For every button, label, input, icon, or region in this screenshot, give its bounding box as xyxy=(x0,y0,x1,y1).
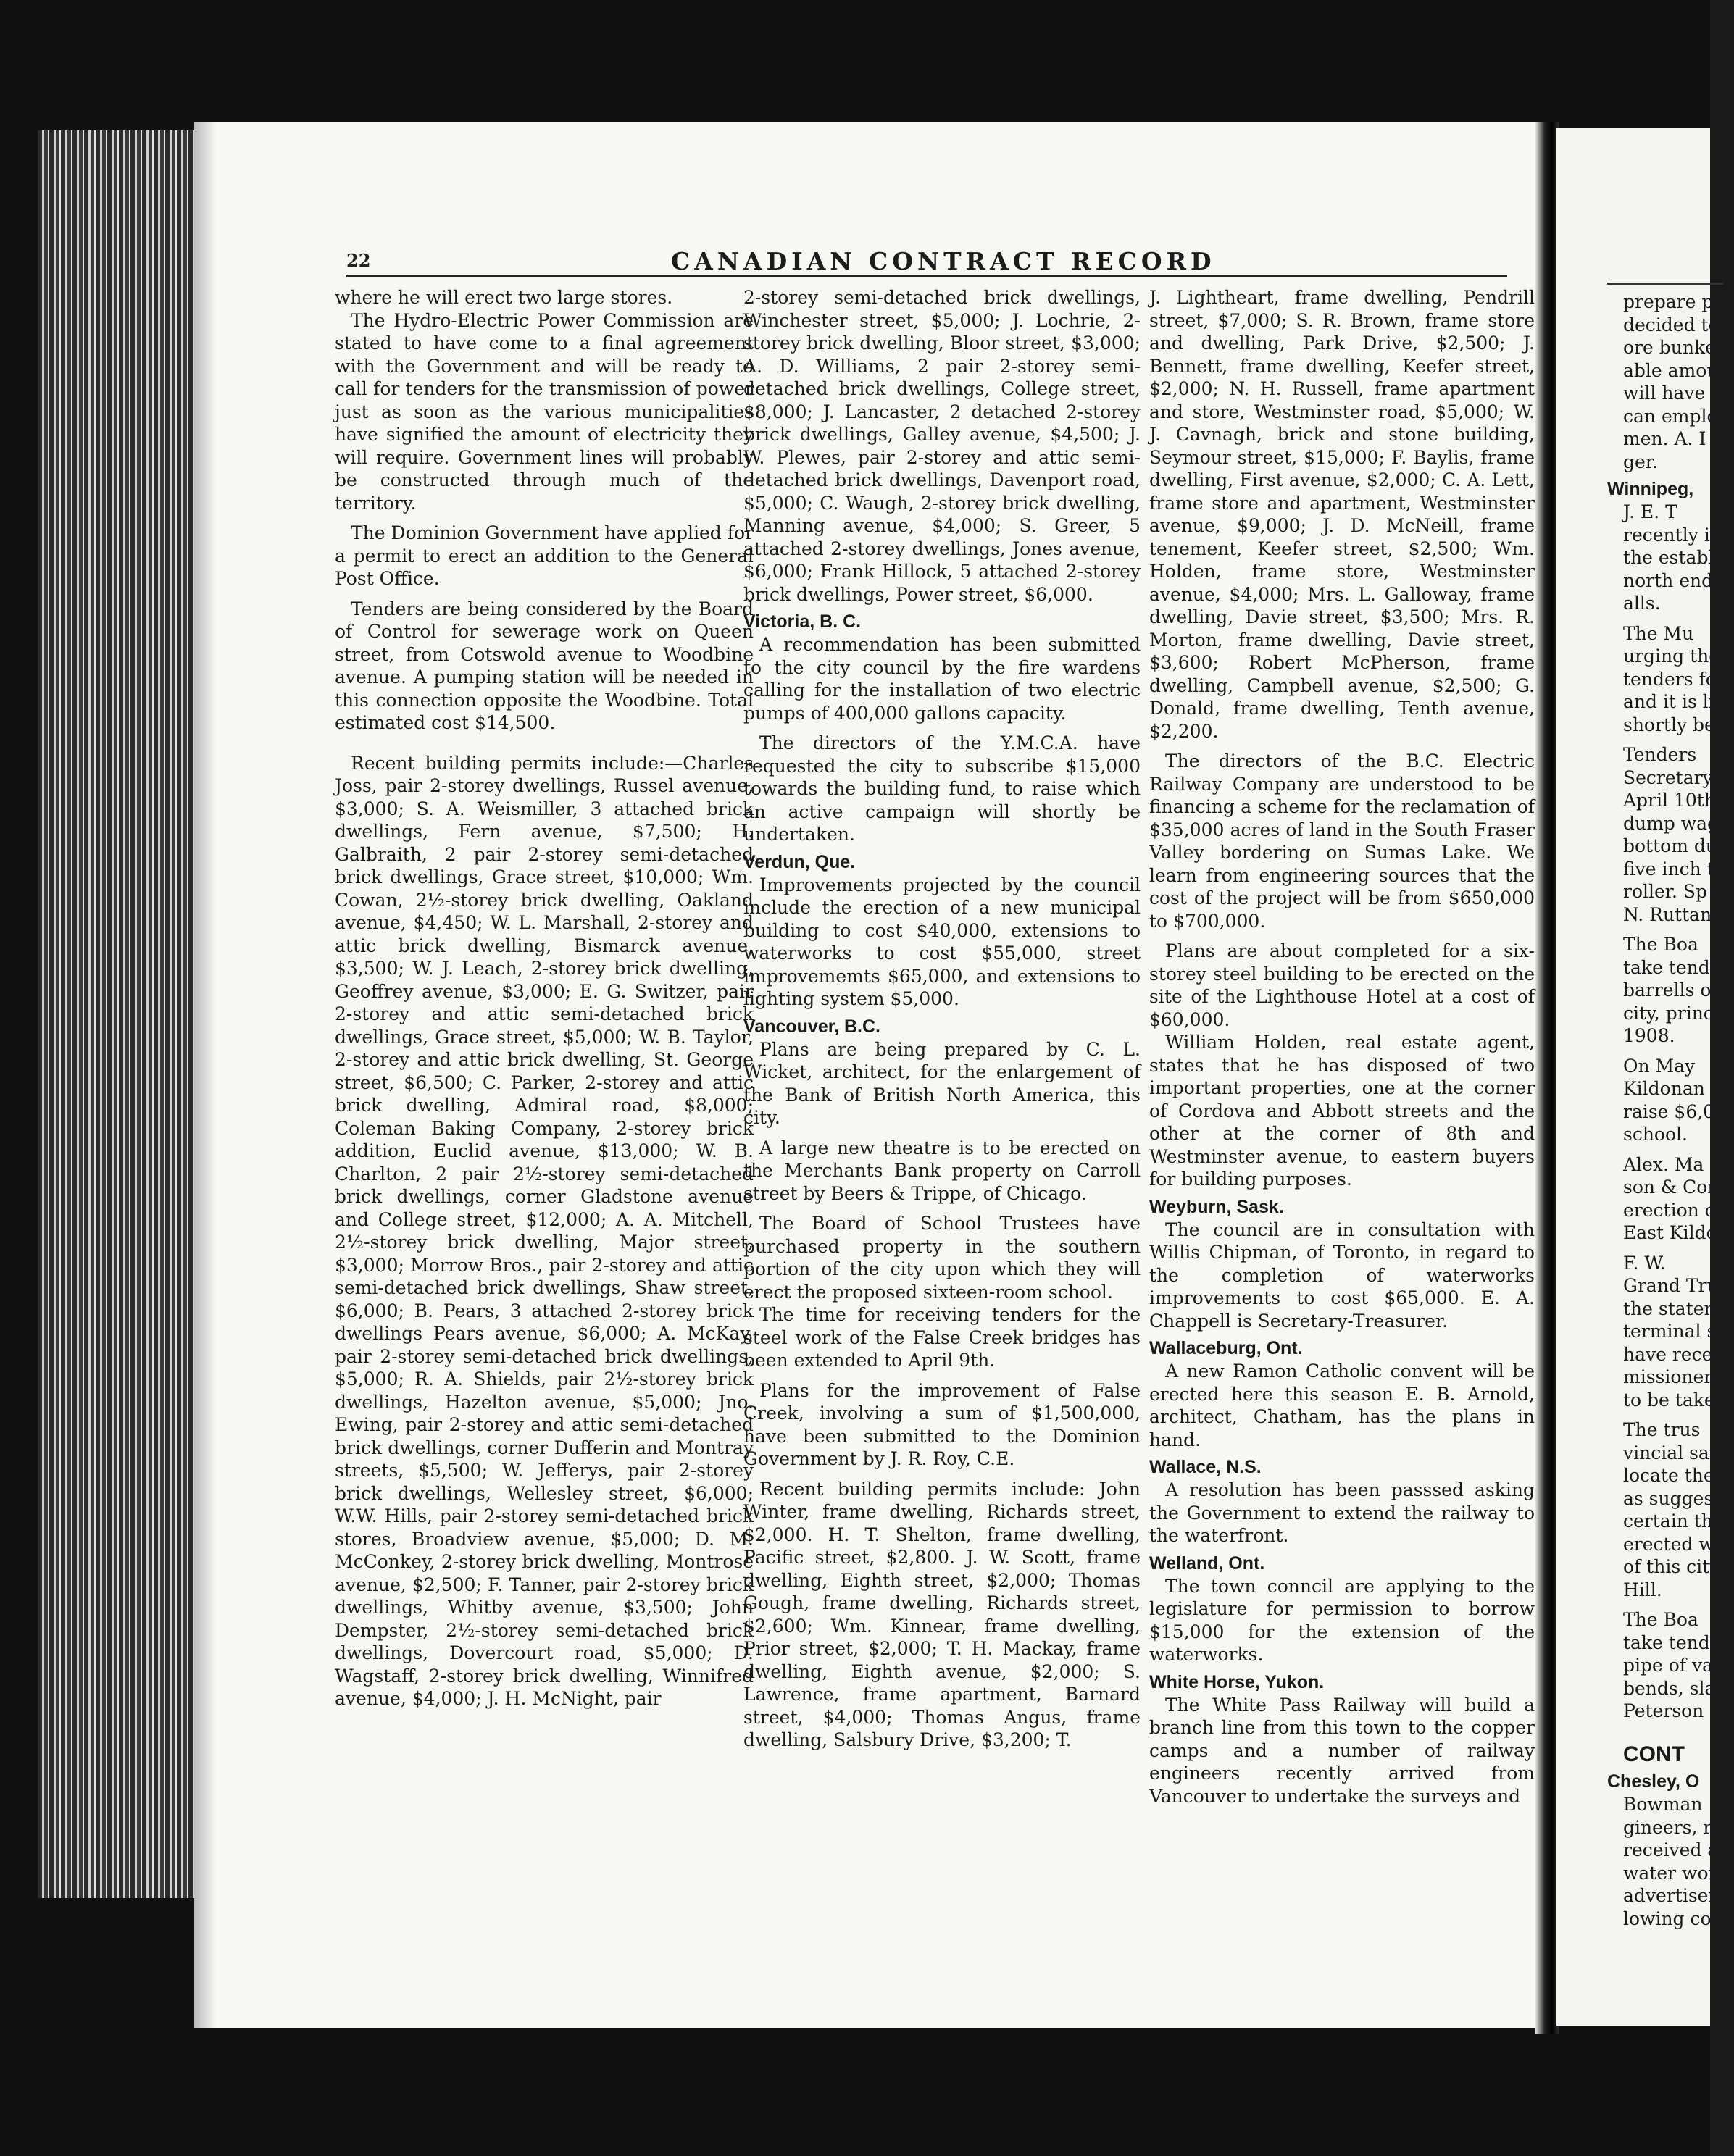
line: vincial sani xyxy=(1623,1442,1727,1463)
section-heading-verdun: Verdun, Que. xyxy=(743,851,856,872)
line: Tenders xyxy=(1623,744,1697,765)
line: erection of xyxy=(1623,1199,1722,1221)
line: F. W. xyxy=(1623,1252,1666,1274)
line: Grand Tru xyxy=(1623,1275,1719,1296)
line: erected wit xyxy=(1623,1533,1727,1555)
paragraph: The Dominion Government have applied for a permit to erect an addition to the General Post Office. xyxy=(335,522,754,589)
section-heading-wallaceburg: Wallaceburg, Ont. xyxy=(1149,1338,1303,1358)
section-heading-white-horse: White Horse, Yukon. xyxy=(1149,1671,1325,1692)
section-heading-contracts: CONT xyxy=(1623,1742,1685,1766)
paragraph: Recent building permits include:—Charles Joss, pair 2-storey dwellings, Russel avenue, $3,000; S. A. Weismiller, 3 attached brick dwellings, Fern avenue, $7,500; H. Galbraith, 2 pair 2-storey semi-detached brick dwellings, Grace street, $10,000; Wm. Cowan, 2½-storey brick dwelling, Oakland avenue, $4,450; W. L. Marshall, 2-storey and attic brick dwelling, Bismarck avenue, $3,500; W. J. Leach, 2-storey brick dwelling, Geoffrey avenue, $3,000; E. G. Switzer, pair 2-storey and attic semi-detached brick dwellings, Grace street, $5,000; W. B. Taylor, 2-storey and attic brick dwelling, St. George street, $6,500; C. Parker, 2-storey and attic brick dwelling, Admiral road, $8,000; Coleman Baking Company, 2-storey brick addition, Euclid avenue, $13,000; W. B. Charlton, 2 pair 2½-storey semi-detached brick dwellings, corner Gladstone avenue and College street, $12,000; A. A. Mitchell, 2½-storey brick dwelling, Major street, $3,000; Morrow Bros., pair 2-storey and attic semi-detached brick dwellings, Shaw street, $6,000; B. Pears, 3 attached 2-storey brick dwellings Pears avenue, $6,000; A. McKay, pair 2-storey semi-detached brick dwellings, $5,000; R. A. Shields, pair 2½-storey brick dwellings, Hazelton avenue, $5,000; Jno. Ewing, pair 2-storey and attic semi-detached brick dwellings, corner Dufferin and Montray streets, $5,500; W. Jefferys, pair 2-storey brick dwellings, Wellesley street, $6,000; W.W. Hills, pair 2-storey semi-detached brick stores, Broadview avenue, $5,000; D. M. McConkey, 2-storey brick dwelling, Montrose avenue, $2,500; F. Tanner, pair 2-storey brick dwellings, Whitby avenue, $3,500; John Dempster, 2½-storey semi-detached brick dwellings, Dovercourt road, $5,000; D. Wagstaff, 2-storey brick dwelling, Winnifred avenue, $4,000; J. H. McNight, pair xyxy=(335,752,754,1709)
line: the stateme xyxy=(1623,1298,1733,1319)
paragraph: The town conncil are applying to the legislature for permission to borrow $15,000 for the extension of the waterworks. xyxy=(1149,1575,1535,1665)
book-gutter xyxy=(1535,122,1559,2034)
section-heading-welland: Welland, Ont. xyxy=(1149,1553,1265,1574)
book-page-edges xyxy=(38,130,204,1898)
line: received a xyxy=(1623,1839,1719,1860)
line: certain th xyxy=(1623,1511,1713,1532)
line: Alex. Ma xyxy=(1623,1153,1704,1175)
line: pipe of vari xyxy=(1623,1655,1727,1676)
line: recently in xyxy=(1623,524,1722,546)
line: bends, slan xyxy=(1623,1677,1727,1699)
line: can employ xyxy=(1623,405,1728,427)
line: dump wago xyxy=(1623,812,1730,834)
line: Secretary, xyxy=(1623,766,1717,788)
line: prepare pl xyxy=(1623,291,1720,312)
header-rule xyxy=(346,275,1507,277)
section-heading-winnipeg: Winnipeg, xyxy=(1607,479,1694,499)
line: to be taken xyxy=(1623,1389,1727,1411)
page-header xyxy=(346,247,1507,275)
line: as sugges xyxy=(1623,1487,1714,1509)
line: bottom dur xyxy=(1623,835,1726,856)
paragraph: The directors of the Y.M.C.A. have requested the city to subscribe $15,000 towards the building fund, to raise which an active campaign will shortly be undertaken. xyxy=(743,732,1141,845)
line: The Mu xyxy=(1623,622,1694,644)
line: East Kildo xyxy=(1623,1222,1717,1243)
line: terminal st xyxy=(1623,1321,1724,1342)
line: north end f xyxy=(1623,569,1726,591)
line: raise $6,00 xyxy=(1623,1100,1726,1122)
line: missioners xyxy=(1623,1366,1722,1387)
running-head: CANADIAN CONTRACT RECORD xyxy=(671,247,1216,275)
line: able amou xyxy=(1623,359,1719,381)
line: The trus xyxy=(1623,1419,1701,1440)
line: men. A. I xyxy=(1623,428,1706,449)
paragraph: The directors of the B.C. Electric Railway Company are understood to be financing a scheme for the reclamation of $35,000 acres of land in the South Fraser Valley bordering on Sumas Lake. We learn from engineering sources that the cost of the project will be from $650,000 to $700,000. xyxy=(1149,751,1535,932)
line: N. Ruttan, xyxy=(1623,903,1718,925)
line: lowing con xyxy=(1623,1908,1723,1929)
paragraph: Recent building permits include: John Winter, frame dwelling, Richards street, $2,000. H. T. Shelton, frame dwelling, Pacific street, $2,800. J. W. Scott, frame dwelling, Eighth street, $2,000; Thomas Gough, frame dwelling, Richards street, $2,600; Wm. Kinnear, frame dwelling, Prior street, $2,000; T. H. Mackay, frame dwelling, Eighth avenue, $2,000; S. Lawrence, frame apartment, Barnard street, $4,000; Thomas Angus, frame dwelling, Salsbury Drive, $3,200; T. xyxy=(743,1478,1141,1750)
paragraph: A new Ramon Catholic convent will be erected here this season E. B. Arnold, architect, Chatham, has the plans in hand. xyxy=(1149,1361,1535,1450)
paragraph: Improvements projected by the council include the erection of a new municipal building to cost $40,000, extensions to waterworks to cost $55,000, street improvememts $65,000, and extensions to lighting system $5,000. xyxy=(743,874,1141,1009)
page-number: 22 xyxy=(346,250,371,271)
paragraph: The Board of School Trustees have purchased property in the southern portion of the city upon which they will erect the proposed sixteen-room school. xyxy=(743,1213,1141,1303)
column-3 xyxy=(1149,286,1535,1808)
line: have receiv xyxy=(1623,1343,1729,1365)
line: J. E. T xyxy=(1623,501,1677,522)
paragraph: Tenders are being considered by the Board of Control for sewerage work on Queen street, from Cotswold avenue to Woodbine avenue. A pumping station will be needed in this connection opposite the Woodbine. Total estimated cost $14,500. xyxy=(335,598,754,733)
section-heading-chesley: Chesley, O xyxy=(1607,1771,1700,1792)
line: ger. xyxy=(1623,451,1658,472)
line: Hill. xyxy=(1623,1579,1662,1600)
paragraph: 2-storey semi-detached brick dwellings, Winchester street, $5,000; J. Lochrie, 2-storey brick dwelling, Bloor street, $3,000; A. D. Williams, 2 pair 2-storey semi-detached brick dwellings, College street, $8,000; J. Lancaster, 2 detached 2-storey brick dwellings, Galley avenue, $4,500; J. W. Plewes, pair 2-storey and attic semi-detached brick dwellings, Davenport road, $5,000; C. Waugh, 2-storey brick dwelling, Manning avenue, $4,000; S. Greer, 5 attached 2-storey dwellings, Jones avenue, $6,000; Frank Hillock, 5 attached 2-storey brick dwellings, Power street, $6,000. xyxy=(743,287,1141,605)
line: roller. Sp xyxy=(1623,881,1708,902)
line: school. xyxy=(1623,1124,1688,1145)
paragraph: Plans are being prepared by C. L. Wicket, architect, for the enlargement of the Bank of British North America, this city. xyxy=(743,1038,1141,1128)
line: ore bunkers xyxy=(1623,337,1734,358)
line: gineers, re xyxy=(1623,1816,1723,1838)
paragraph: The White Pass Railway will build a branch line from this town to the copper camps and a number of railway engineers recently arrived from Vancouver to undertake the surveys and xyxy=(1149,1694,1535,1807)
line: Bowman xyxy=(1623,1794,1703,1815)
paragraph: A recommendation has been submitted to the city council by the fire wardens calling for the installation of two electric pumps of 400,000 gallons capacity. xyxy=(743,634,1141,724)
paragraph: Plans for the improvement of False Creek, involving a sum of $1,500,000, have been submitted to the Dominion Government by J. R. Roy, C.E. xyxy=(743,1379,1141,1469)
line: will have t xyxy=(1623,383,1719,404)
line: locate thei xyxy=(1623,1465,1720,1486)
line: take tende xyxy=(1623,956,1721,978)
column-2 xyxy=(743,286,1141,1752)
line: water work xyxy=(1623,1862,1728,1884)
line: Peterson is xyxy=(1623,1700,1725,1721)
line: The Boa xyxy=(1623,1609,1698,1630)
line: take tende xyxy=(1623,1631,1721,1653)
line: decided to xyxy=(1623,314,1720,335)
line: The Boa xyxy=(1623,934,1698,955)
header-rule-right xyxy=(1607,283,1723,285)
paragraph: William Holden, real estate agent, states that he has disposed of two important properties, one at the corner of Cordova and Abbott streets and the other at the corner of 8th and Westminster avenue, to eastern buyers for building purposes. xyxy=(1149,1032,1535,1190)
line: On May xyxy=(1623,1055,1696,1077)
line: and it is lik xyxy=(1623,691,1725,712)
section-heading-victoria: Victoria, B. C. xyxy=(743,611,862,632)
line: advertisem xyxy=(1623,1885,1726,1906)
line: tenders for xyxy=(1623,668,1725,690)
paragraph: The time for receiving tenders for the steel work of the False Creek bridges has been extended to April 9th. xyxy=(743,1304,1141,1371)
column-1 xyxy=(335,286,754,1710)
paragraph: A resolution has been passsed asking the Government to extend the railway to the waterfront. xyxy=(1149,1479,1535,1546)
line: alls. xyxy=(1623,593,1661,614)
paragraph: Plans are about completed for a six-storey steel building to be erected on the site of the Lighthouse Hotel at a cost of $60,000. xyxy=(1149,940,1535,1030)
line: son & Com xyxy=(1623,1177,1725,1198)
line: Kildonan xyxy=(1623,1078,1705,1099)
paragraph: The Hydro-Electric Power Commission are stated to have come to a final agreement with the Government and will be ready to call for tenders for the transmission of power just as soon as the various municipalities have signified the amount of electricity they will require. Government lines will probably be constructed through much of the territory. xyxy=(335,309,754,514)
line: barrells of xyxy=(1623,979,1718,1000)
line: five inch t xyxy=(1623,858,1714,879)
line: April 10th xyxy=(1623,790,1716,811)
line: the establi xyxy=(1623,547,1720,568)
column-4-cropped xyxy=(1607,283,1734,1930)
section-heading-wallace: Wallace, N.S. xyxy=(1149,1457,1262,1477)
line: shortly be t xyxy=(1623,714,1728,735)
section-heading-vancouver: Vancouver, B.C. xyxy=(743,1016,880,1037)
paragraph: where he will erect two large stores. xyxy=(335,287,673,308)
paragraph: The council are in consultation with Willis Chipman, of Toronto, in regard to the completion of waterworks improvements to cost $65,000. E. A. Chappell is Secretary-Treasurer. xyxy=(1149,1219,1535,1332)
line: 1908. xyxy=(1623,1025,1675,1046)
section-heading-weyburn: Weyburn, Sask. xyxy=(1149,1196,1284,1217)
line: urging the xyxy=(1623,645,1720,667)
line: of this city, xyxy=(1623,1556,1723,1577)
paragraph: A large new theatre is to be erected on the Merchants Bank property on Carroll street by Beers & Trippe, of Chicago. xyxy=(743,1137,1141,1204)
line: city, princi xyxy=(1623,1002,1720,1024)
paragraph: J. Lightheart, frame dwelling, Pendrill street, $7,000; S. R. Brown, frame store and dwelling, Park Drive, $2,500; J. Bennett, frame dwelling, Keefer street, $2,000; N. H. Russell, frame apartment and store, Westminster road, $5,000; W. J. Cavnagh, brick and stone building, Seymour street, $15,000; F. Baylis, frame dwelling, First avenue, $2,000; C. A. Lett, frame store and apartment, Westminster avenue, $9,000; J. D. McNeill, frame tenement, Keefer street, $2,500; Wm. Holden, frame store, Westminster avenue, $4,000; Mrs. L. Galloway, frame dwelling, Davie street, $3,500; Mrs. R. Morton, frame dwelling, Davie street, $3,600; Robert McPherson, frame dwelling, Campbell avenue, $2,500; G. Donald, frame dwelling, Tenth avenue, $2,200. xyxy=(1149,287,1535,742)
